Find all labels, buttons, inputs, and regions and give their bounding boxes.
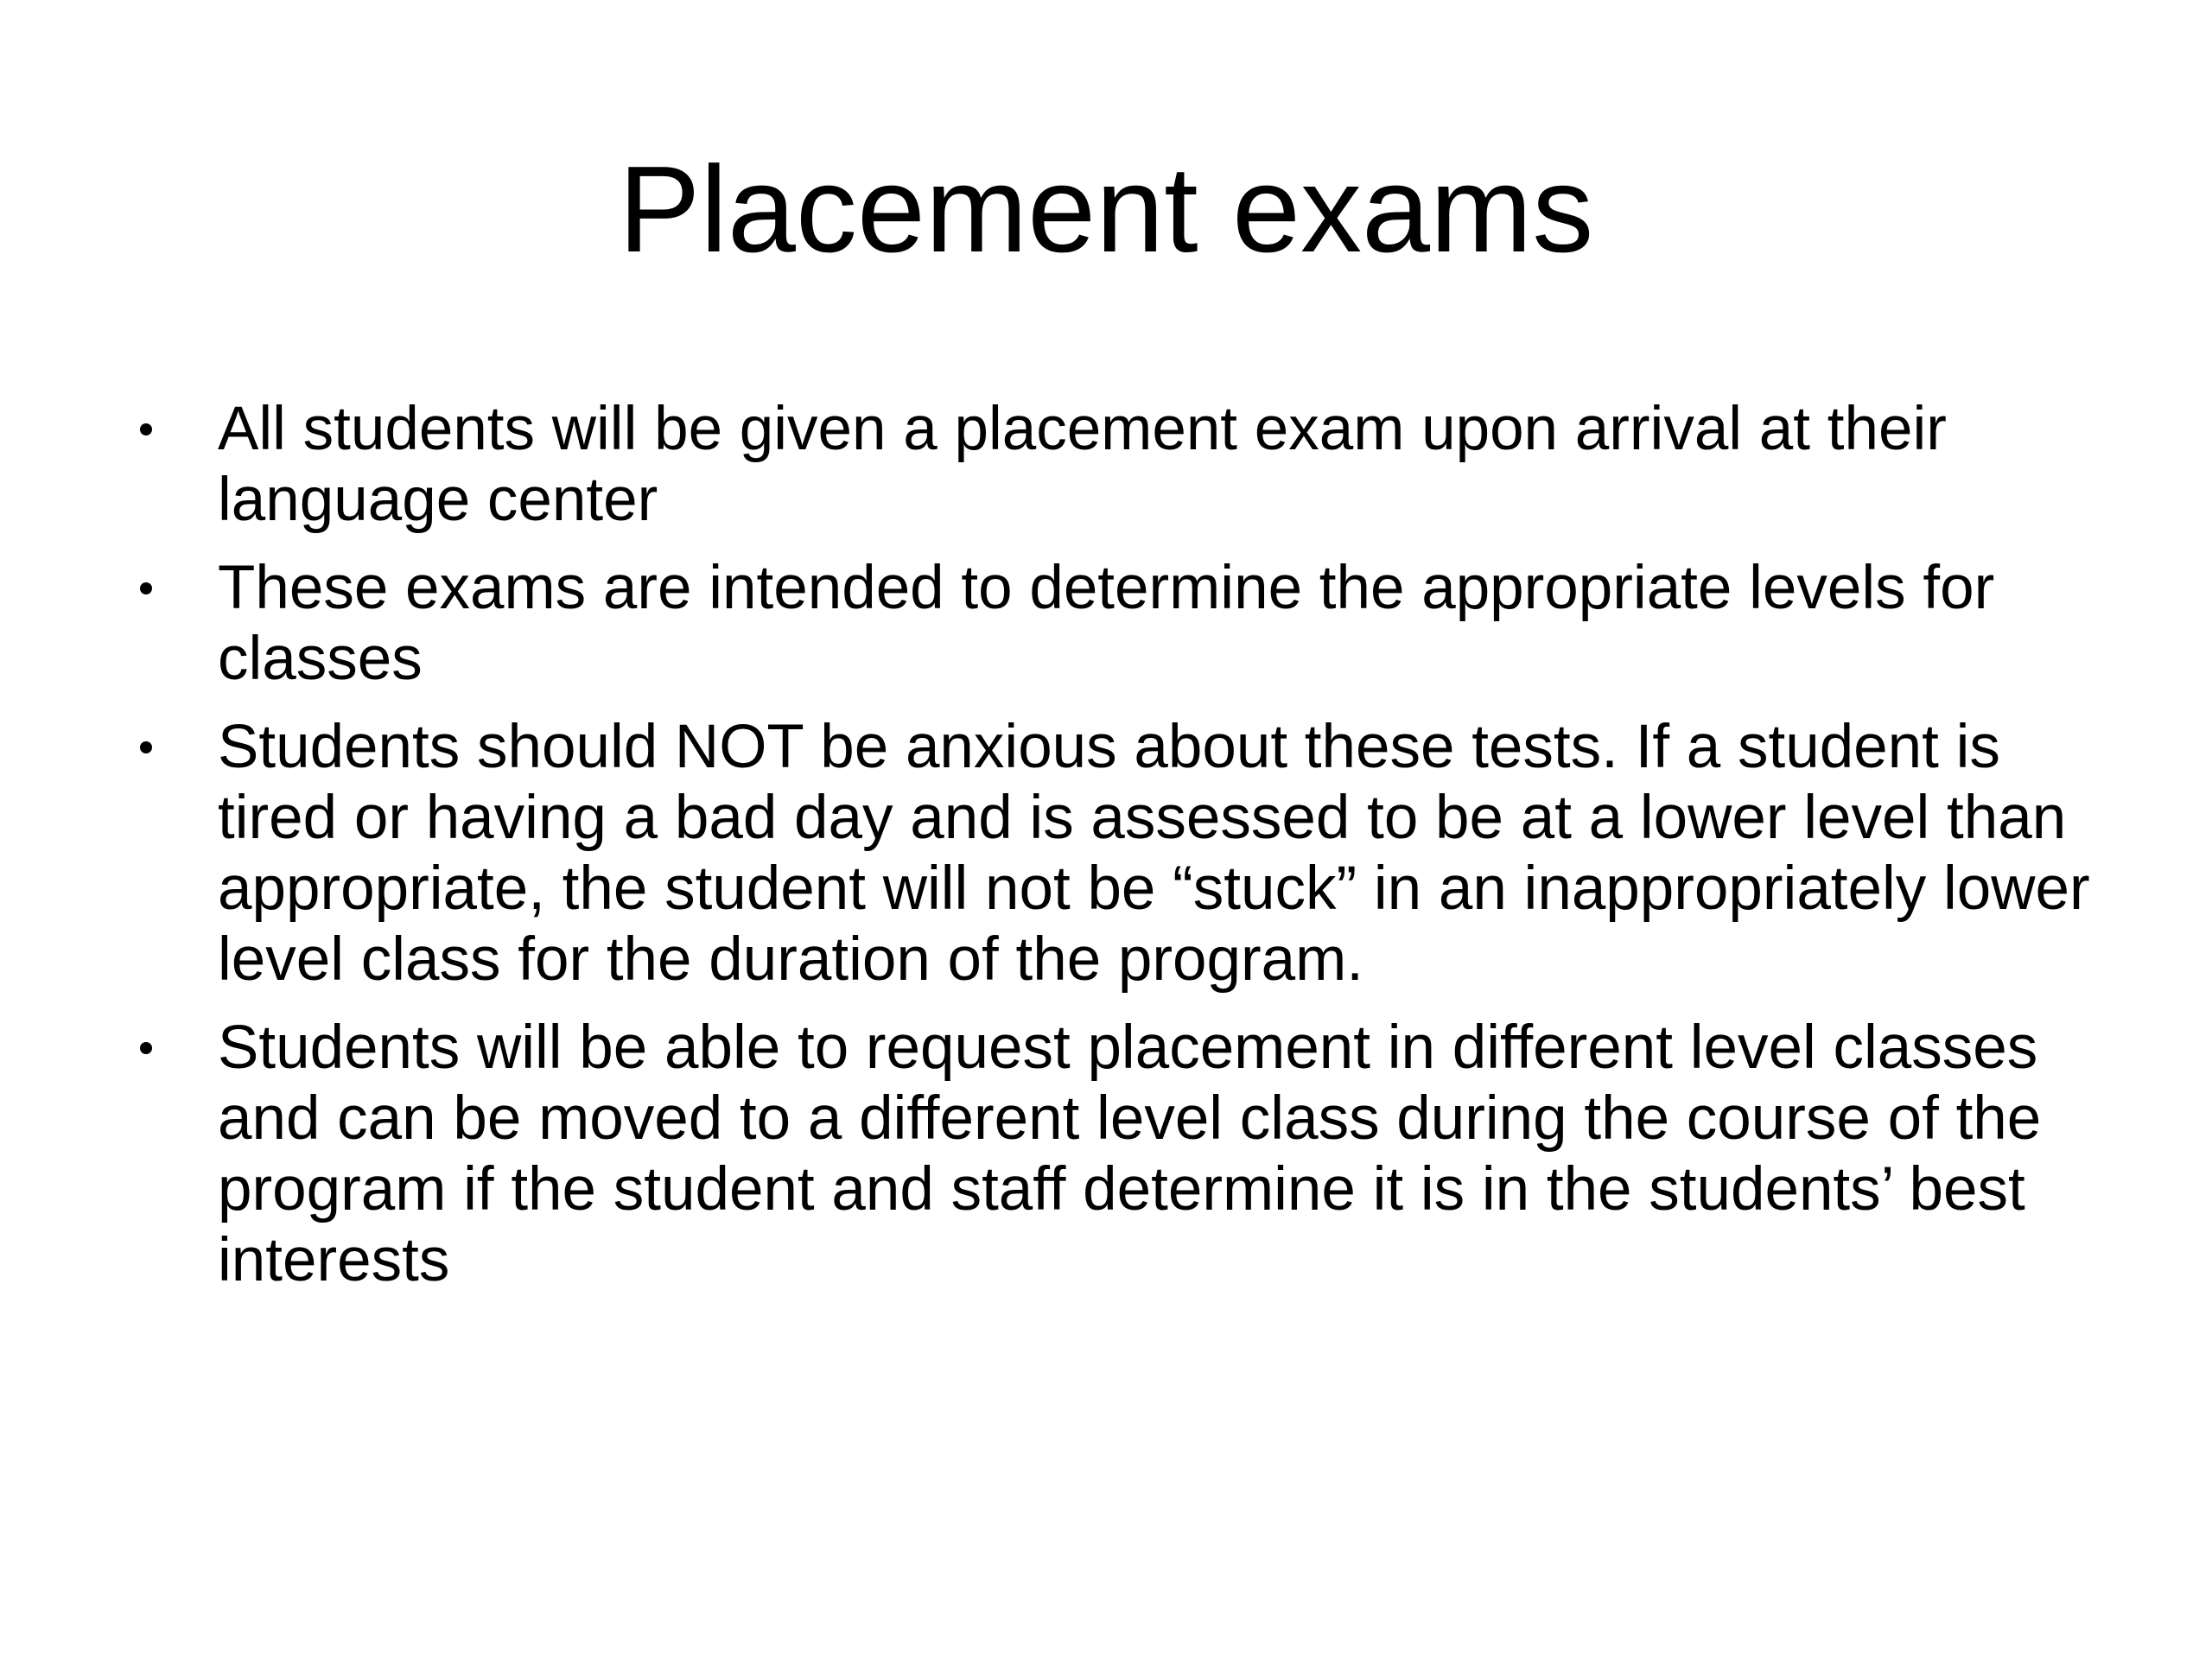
bullet-icon [130,712,164,783]
slide-title: Placement exams [618,141,1594,278]
bullet-item [130,1013,2117,1296]
bullet-text: These exams are intended to determine the appropriate levels for classes [218,554,1995,693]
bullet-item [130,712,2117,995]
bullet-text: Students will be able to request placement in different level classes and can be moved to a different level class during the course of the program if the student and staff determine it is in the students’ best interests [218,1014,2042,1294]
bullet-item [130,394,2117,536]
bullet-icon [130,394,164,465]
bullet-icon [130,553,164,624]
bullet-list [130,394,2117,1313]
bullet-icon [130,1013,164,1084]
bullet-text: Students should NOT be anxious about these tests. If a student is tired or having a bad day and is assessed to be at a lower level than appropriate, the student will not be “stuck” in an inappropriately lower level class for the duration of the program. [218,713,2090,994]
bullet-item [130,553,2117,695]
bullet-text: All students will be given a placement exam upon arrival at their language center [218,395,1947,534]
